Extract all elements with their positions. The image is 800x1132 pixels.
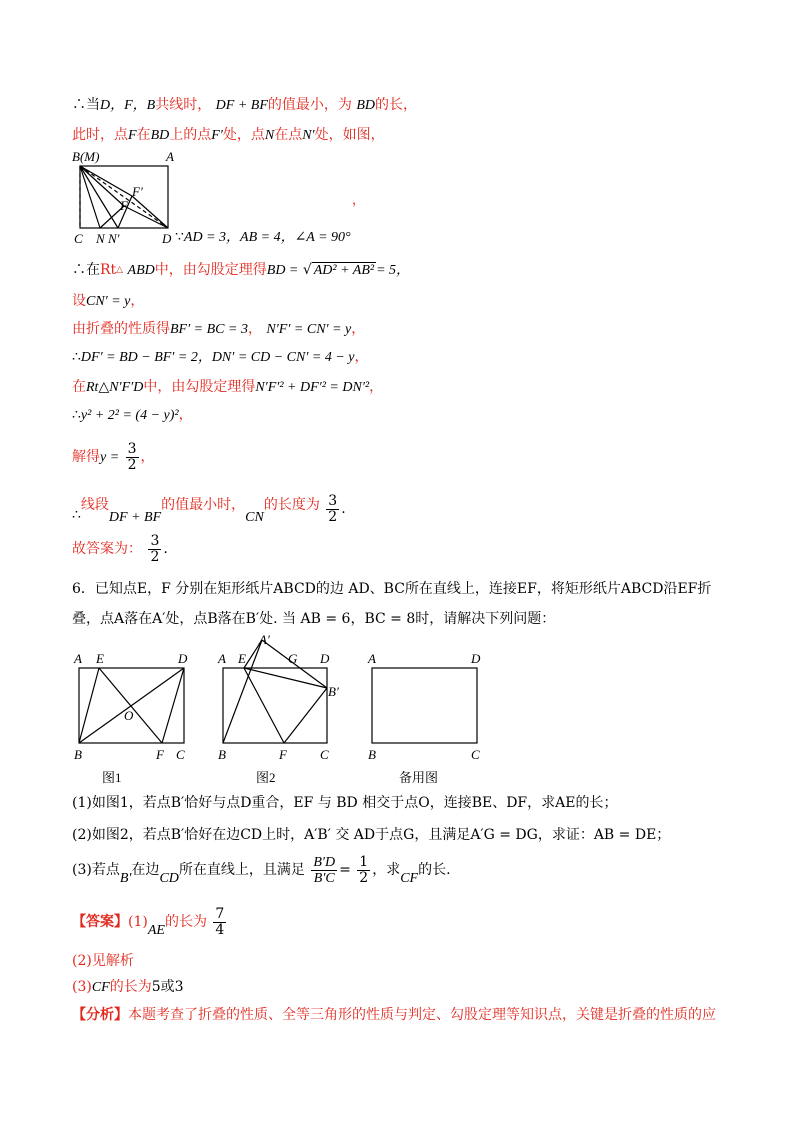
solution-line-11 (72, 488, 346, 535)
fig2-label-a: A (218, 651, 226, 666)
text: 设 (72, 293, 86, 309)
label-bm: B(M) (72, 149, 100, 164)
label-f: F (120, 198, 128, 213)
segment (132, 196, 168, 228)
dashed-bd (80, 166, 168, 228)
fig2-label-f: F (279, 747, 287, 762)
var: BD = (266, 263, 299, 278)
fig3-label-b: B (368, 747, 376, 762)
question-2: (2)如图2，若点B′恰好在边CD上时，A′B′ 交 AD于点G，且满足A′G = DG，求证：AB = DE； (72, 827, 671, 843)
text: ， (354, 349, 369, 365)
var: N (264, 128, 275, 143)
fig1-caption: 图1 (102, 770, 122, 785)
fig2-label-c: C (320, 747, 329, 762)
fig1-be (79, 668, 99, 743)
sqrt-expr: AD² + AB² (313, 263, 375, 278)
expr: CN′ = y (86, 294, 131, 309)
fig2-label-b: B (218, 747, 226, 762)
points-dfb: D，F，B (100, 98, 156, 113)
fig2-e-b1 (244, 668, 327, 688)
fraction (148, 534, 161, 565)
fig1-bd (79, 668, 184, 743)
var: F′ (211, 128, 223, 143)
label-n-prime: N′ (108, 231, 120, 246)
text: (3) (72, 979, 92, 995)
fraction (126, 442, 139, 473)
label-n: N (96, 231, 105, 246)
text: 在边 (131, 862, 160, 878)
solution-line-8 (72, 376, 383, 399)
var: = 5， (376, 263, 411, 278)
value: 5或3 (151, 979, 184, 995)
fig2-f-b1 (284, 688, 327, 743)
therefore: ∴ (72, 407, 81, 423)
fig3-rect (372, 668, 477, 743)
solution-line-2 (72, 124, 385, 147)
answer-3 (72, 976, 184, 999)
text: 的长度为 (263, 497, 320, 513)
var: CD (159, 871, 179, 886)
fig1-label-b: B (74, 747, 82, 762)
var: N′ (302, 128, 315, 143)
fig1-fd (162, 668, 184, 743)
fig3-label-c: C (471, 747, 480, 762)
solution-line-1 (72, 94, 417, 117)
numerator: 1 (359, 853, 369, 870)
text: ，求 (372, 862, 401, 878)
analysis-text: 本题考查了折叠的性质、全等三角形的性质与判定、勾股定理等知识点，关键是折叠的性质的应 (128, 1007, 716, 1023)
expr: DF′ = BD − BF′ = 2，DN′ = CD − CN′ = 4 − y (80, 350, 355, 365)
numerator: 3 (150, 532, 160, 549)
given-values: AD = 3，AB = 4，∠A = 90° (183, 230, 351, 245)
solution-line-7 (72, 346, 369, 369)
comma: ， (352, 192, 366, 207)
period: . (163, 541, 168, 557)
fig2-label-a-prime: A′ (259, 632, 270, 647)
fig2-ef (244, 668, 284, 743)
solution-line-3 (175, 226, 351, 249)
denominator: B′C (313, 870, 335, 886)
text: ， (130, 293, 145, 309)
expr: y = (100, 450, 120, 465)
text: 的长为 (109, 979, 152, 995)
expr-df-bf: DF + BF (215, 98, 268, 113)
label-f-prime: F′ (132, 184, 143, 199)
answer-label: 【答案】 (72, 914, 128, 930)
text: 在点 (274, 127, 303, 143)
fraction (326, 494, 339, 525)
fig1-label-e: E (96, 651, 104, 666)
text: 中，由勾股定理得 (154, 262, 267, 278)
text: 故答案为： (72, 541, 142, 557)
denominator: 2 (359, 869, 369, 886)
expr: N′F′² + DF′² = DN′² (255, 380, 370, 395)
solution-line-12 (72, 532, 168, 566)
fig1-label-a: A (74, 651, 82, 666)
text: 此时，点 (72, 127, 128, 143)
fig2-rect (223, 668, 327, 743)
fraction (357, 855, 370, 886)
text: 由折叠的性质得 (72, 321, 170, 337)
var: BD (150, 128, 170, 143)
denominator: 4 (215, 921, 225, 938)
text: (1) (128, 914, 148, 930)
var: B′ (119, 871, 132, 886)
fig3-caption: 备用图 (399, 770, 439, 785)
fig2-label-d: D (320, 651, 330, 666)
expr: Rt△N′F′D (86, 380, 144, 395)
var: AE (147, 923, 165, 938)
text: (3)若点 (72, 862, 120, 878)
text: ， (178, 407, 193, 423)
text: ， (351, 321, 366, 337)
expr: y² + 2² = (4 − y)² (80, 408, 179, 423)
therefore: ∴ (72, 507, 81, 523)
question-1: (1)如图1，若点B′恰好与点D重合，EF 与 BD 相交于点O，连接BE、DF，求AE的长； (72, 795, 618, 811)
fig3-label-a: A (368, 651, 376, 666)
fig1-label-o: O (124, 708, 134, 723)
expr: DF + BF (108, 510, 162, 525)
analysis-label: 【分析】 (72, 1007, 128, 1023)
answer-1 (72, 902, 228, 951)
fig2-label-g: G (288, 651, 298, 666)
fig1-ef (99, 668, 162, 743)
var: CF (91, 980, 110, 995)
equals: = (339, 862, 351, 878)
text: 处，点 (222, 127, 265, 143)
fig1-label-d: D (178, 651, 188, 666)
because-symbol: ∵ (175, 229, 184, 245)
text: 解得 (72, 449, 100, 465)
fraction (213, 907, 226, 938)
var: ABD (127, 263, 155, 278)
fraction (311, 855, 337, 886)
text: 的长， (375, 97, 418, 113)
text: ∴在 (72, 262, 100, 278)
problem6-line-2: 叠，点A落在A′处，点B落在B′处. 当 AB = 6，BC = 8时，请解决下列问题： (72, 611, 556, 627)
text: 共线时， (155, 97, 212, 113)
answer-2: (2)见解析 (72, 953, 134, 969)
expr-bd: BD (356, 98, 376, 113)
denominator: 2 (127, 456, 137, 473)
fig1-label-c: C (176, 747, 185, 762)
text: 处，如图， (314, 127, 385, 143)
segment (124, 206, 168, 228)
solution-line-5 (72, 290, 144, 313)
fig1-label-f: F (156, 747, 164, 762)
solution-line-6 (72, 318, 365, 341)
numerator: 7 (215, 905, 225, 922)
label-c: C (74, 231, 83, 246)
label-d: D (162, 231, 172, 246)
var: F (128, 128, 137, 143)
therefore: ∴ (72, 349, 81, 365)
text: 的值最小，为 (267, 97, 352, 113)
text: 在 (136, 127, 151, 143)
denominator: 2 (150, 548, 160, 565)
fig2-label-b-prime: B′ (328, 684, 339, 699)
fig3-label-d: D (471, 651, 481, 666)
triangle-symbol: △ (116, 265, 124, 275)
text: 的长为 (164, 914, 207, 930)
label-a: A (166, 149, 174, 164)
expr: CN (245, 510, 264, 525)
therefore-text: ∴当 (72, 97, 100, 113)
numerator: B′D (313, 854, 336, 870)
problem6-line-1: 6．已知点E，F 分别在矩形纸片ABCD的边 AD、BC所在直线上，连接EF，将矩形纸片ABCD沿EF折 (72, 581, 712, 597)
text: 上的点 (169, 127, 212, 143)
solution-line-4: ∴在Rt△ ABD中，由勾股定理得BD = √ AD² + AB² = 5， (72, 262, 411, 278)
text: ， (369, 379, 384, 395)
text: ， (140, 449, 155, 465)
solution-line-10 (72, 440, 155, 475)
numerator: 3 (328, 492, 338, 509)
text: Rt (100, 262, 117, 278)
text: 所在直线上，且满足 (178, 862, 305, 878)
numerator: 3 (127, 440, 137, 457)
solution-line-9 (72, 404, 193, 427)
analysis-line (72, 1004, 716, 1026)
text: 的长. (418, 862, 451, 878)
text: 中，由勾股定理得 (143, 379, 256, 395)
fig2-label-e: E (238, 651, 246, 666)
text: 的值最小时， (161, 497, 246, 513)
figures-row (66, 630, 506, 790)
question-3 (72, 850, 451, 899)
expr: N′F′ = CN′ = y (266, 322, 352, 337)
text: 在 (72, 379, 86, 395)
var: CF (400, 871, 419, 886)
text: 线段 (80, 497, 109, 513)
fig2-caption: 图2 (256, 770, 276, 785)
period: . (341, 501, 346, 517)
segment (80, 166, 118, 228)
expr: BF′ = BC = 3 (170, 322, 248, 337)
denominator: 2 (328, 508, 338, 525)
text: ， (247, 321, 262, 337)
